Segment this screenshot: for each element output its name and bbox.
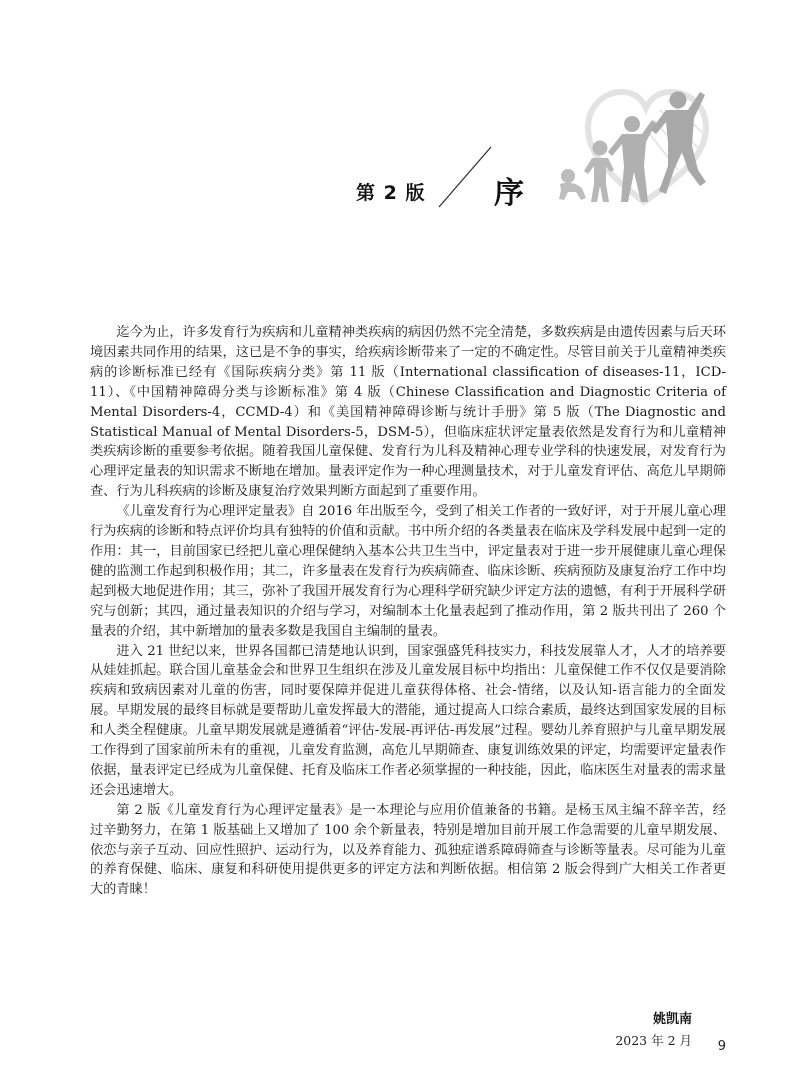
- page-title: 序: [494, 176, 524, 211]
- paragraph-1: 迄今为止，许多发育行为疾病和儿童精神类疾病的病因仍然不完全清楚，多数疾病是由遗传因素与后天环境因素共同作用的结果，这已是不争的事实，给疾病诊断带来了一定的不确定性。尽管目前关于儿童精神类疾病的诊断标准已经有《国际疾病分类》第 11 版（International classification of diseases-11，ICD-11）、《中国精神障碍分类与诊断标准》第 4 版（Chinese Classification and Diagnostic Criteria of Mental Disorders-4，CCMD-4）和《美国精神障碍诊断与统计手册》第 5 版（The Diagnostic and Statistical Manual of Mental Disorders-5，DSM-5），但临床症状评定量表依然是发育行为和儿童精神类疾病诊断的重要参考依据。随着我国儿童保健、发育行为儿科及精神心理专业学科的快速发展，对发育行为心理评定量表的知识需求不断地在增加。量表评定作为一种心理测量技术，对于儿童发育评估、高危儿早期筛查、行为儿科疾病的诊断及康复治疗效果判断方面起到了重要作用。: [90, 325, 726, 500]
- author-name: 姚凯南: [652, 1012, 692, 1027]
- edition-label: 第 2 版: [356, 182, 426, 204]
- preface-body: [90, 323, 726, 900]
- title-divider-slash: [435, 145, 495, 215]
- paragraph-4: 第 2 版《儿童发育行为心理评定量表》是一本理论与应用价值兼备的书籍。是杨玉凤主编不辞辛苦，经过辛勤努力，在第 1 版基础上又增加了 100 余个新量表，特别是增加目前开展工作急需要的儿童早期发展、依恋与亲子互动、回应性照护、运动行为，以及养育能力、孤独症谱系障碍筛查与诊断等量表。尽可能为儿童的养育保健、临床、康复和科研使用提供更多的评定方法和判断依据。相信第 2 版会得到广大相关工作者更大的青睐！: [90, 802, 726, 898]
- paragraph-3: 进入 21 世纪以来，世界各国都已清楚地认识到，国家强盛凭科技实力，科技发展靠人才，人才的培养要从娃娃抓起。联合国儿童基金会和世界卫生组织在涉及儿童发展目标中均指出：儿童保健工作不仅仅是要消除疾病和致病因素对儿童的伤害，同时要保障并促进儿童获得体格、社会-情绪，以及认知-语言能力的全面发展。早期发展的最终目标就是要帮助儿童发挥最大的潜能，通过提高人口综合素质，最终达到国家发展的目标和人类全程健康。儿童早期发展就是遵循着“评估-发展-再评估-再发展”过程。婴幼儿养育照护与儿童早期发展工作得到了国家前所未有的重视，儿童发育监测，高危儿早期筛查、康复训练效果的评定，均需要评定量表作依据，量表评定已经成为儿童保健、托育及临床工作者必须掌握的一种技能，因此，临床医生对量表的需求量还会迅速增大。: [90, 643, 726, 798]
- signature-date: 2023 年 2 月: [615, 1033, 692, 1048]
- page-number: 9: [717, 1039, 726, 1054]
- paragraph-2: 《儿童发育行为心理评定量表》自 2016 年出版至今，受到了相关工作者的一致好评，对于开展儿童心理行为疾病的诊断和特点评价均具有独特的价值和贡献。书中所介绍的各类量表在临床及学科发展中起到一定的作用：其一，目前国家已经把儿童心理保健纳入基本公共卫生当中，评定量表对于进一步开展健康儿童心理保健的监测工作起到积极作用；其二，许多量表在发育行为疾病筛查、临床诊断、疾病预防及康复治疗工作中均起到极大地促进作用；其三，弥补了我国开展发育行为心理科学研究缺少评定方法的遗憾，有利于开展科学研究与创新；其四，通过量表知识的介绍与学习，对编制本土化量表起到了推动作用，第 2 版共刊出了 260 个量表的介绍，其中新增加的量表多数是我国自主编制的量表。: [90, 504, 726, 639]
- children-growth-heart-illustration: [548, 70, 718, 210]
